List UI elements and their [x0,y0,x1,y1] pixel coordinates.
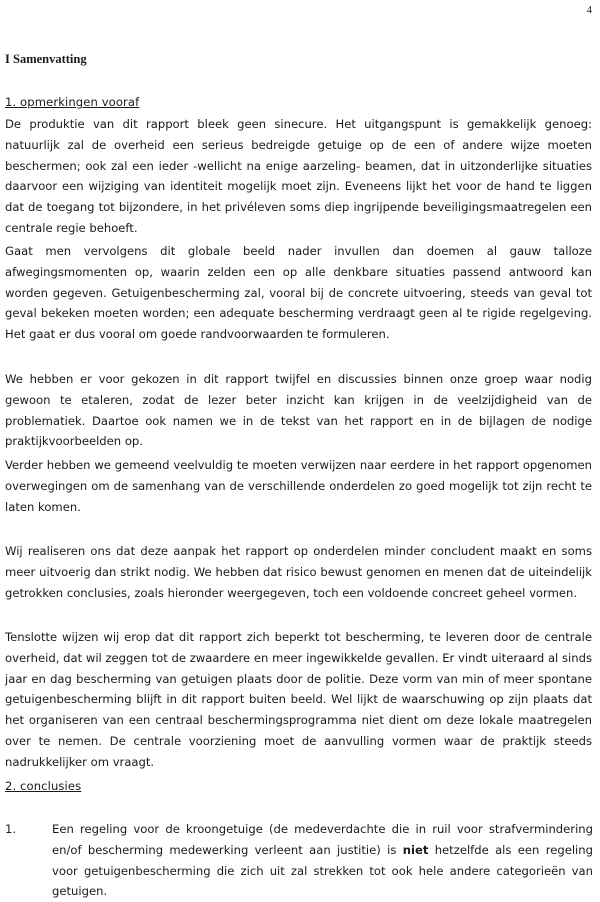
paragraph: Wij realiseren ons dat deze aanpak het rapport op onderdelen minder concludent maakt en soms meer uitvoerig dan strikt nodig. We hebben dat risico bewust genomen en menen dat de uiteindelijk getrokken conclusies, zoals hieronder weergegeven, toch een voldoende concreet geheel vormen. [5,544,592,600]
list-item-text-part: Een regeling voor de kroongetuige (de medeverdachte die in ruil voor strafvermindering en/of bescherming medewerking verleent aan justitie) is [52,822,593,857]
paragraph: Gaat men vervolgens dit globale beeld nader invullen dan doemen al gauw talloze afwegingsmomenten op, waarin zelden een op alle denkbare situaties passend antwoord kan worden gegeven. Getuigenbescherming zal, vooral bij de concrete uitvoering, steeds van geval tot geval bekeken moeten worden; een adequate bescherming verdraagt geen al te rigide regelgeving. Het gaat er dus vooral om goede randvoorwaarden te formuleren. [5,244,592,342]
chapter-title: I Samenvatting [5,52,87,66]
paragraph: De produktie van dit rapport bleek geen sinecure. Het uitgangspunt is gemakkelijk genoeg: natuurlijk zal de overheid een serieus bedreigde getuige op de een of andere wijze moeten beschermen; ook zal een ieder -wellicht na enige aarzeling- beamen, dat in uitzonderlijke situaties daarvoor een wijziging van identiteit mogelijk moet zijn. Eveneens lijkt het voor de hand te liggen dat de toegang tot bijzondere, in het privéleven soms diep ingrijpende beveiligingsmaatregelen een centrale regie behoeft. [5,117,592,235]
list-item-text [52,819,593,902]
list-item-number: 1. [5,822,17,836]
page-number: 4 [586,4,592,16]
section-heading-conclusies: 2. conclusies [5,779,82,793]
paragraph: Verder hebben we gemeend veelvuldig te moeten verwijzen naar eerdere in het rapport opgenomen overwegingen om de samenhang van de verschillende onderdelen zo goed mogelijk tot zijn recht te laten komen. [5,458,592,514]
paragraph: Tenslotte wijzen wij erop dat dit rapport zich beperkt tot bescherming, te leveren door de centrale overheid, dat wil zeggen tot de zwaardere en meer ingewikkelde gevallen. Er vindt uiteraard al sinds jaar en dag bescherming van getuigen plaats door de politie. Deze vorm van min of meer spontane getuigenbescherming blijft in dit rapport buiten beeld. Wel lijkt de waarschuwing op zijn plaats dat het organiseren van een centraal beschermingsprogramma niet dient om deze lokale maatregelen over te nemen. De centrale voorziening moet de aanvulling vormen waar de praktijk steeds nadrukkelijker om vraagt. [5,630,592,769]
section-heading-opmerkingen: 1. opmerkingen vooraf [5,95,140,109]
list-item-text-part: hetzelfde als een regeling voor getuigenbescherming die zich uit zal strekken tot ook hele andere categorieën van getuigen. [52,842,593,899]
paragraph: We hebben er voor gekozen in dit rapport twijfel en discussies binnen onze groep waar nodig gewoon te etaleren, zodat de lezer beter inzicht kan krijgen in de veelzijdigheid van de problematiek. Daartoe ook namen we in de tekst van het rapport en in de bijlagen de nodige praktijkvoorbeelden op. [5,372,592,449]
emphasis-text: niet [402,842,429,857]
